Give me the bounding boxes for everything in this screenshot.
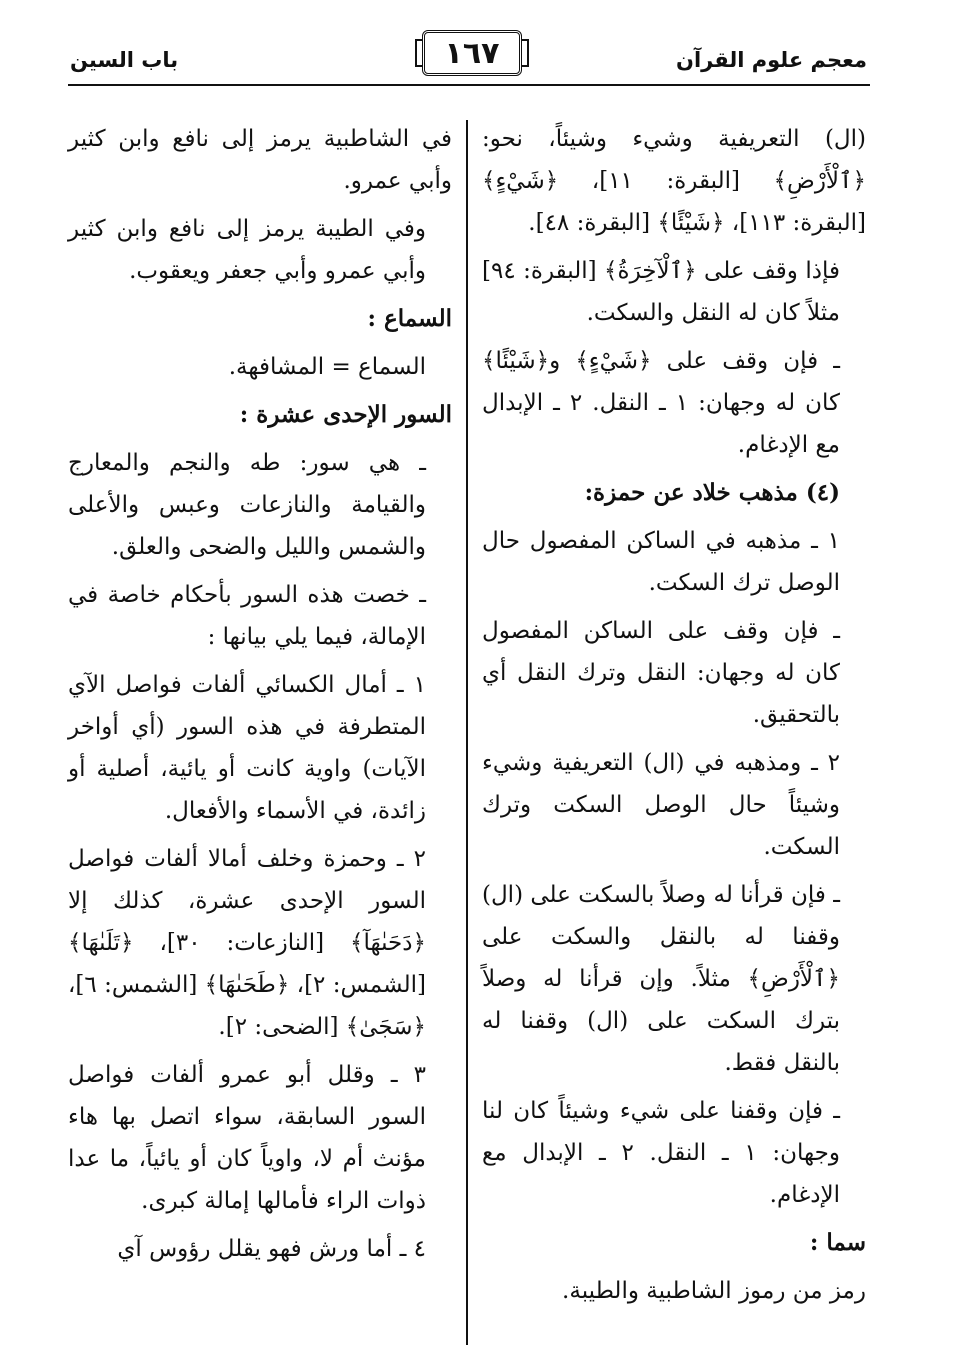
entry-heading: السور الإحدى عشرة :: [239, 401, 452, 428]
page-header: [0, 0, 957, 110]
paragraph: (ال) التعريفية وشيء وشيئاً، نحو: ﴿ٱلْأَرْضِ﴾ [البقرة: ١١]، ﴿شَيْءٍ﴾ [البقرة: ١١٣]، ﴿شَيْئًا﴾ [البقرة: ٤٨].: [482, 126, 866, 236]
paragraph: ٣ ـ وقلل أبو عمرو ألفات فواصل السور السابقة، سواء اتصل بها هاء مؤنث أم لا، واوياً كان أو يائياً، ما عدا ذوات الراء فأمالها إمالة كبرى.: [68, 1062, 426, 1214]
paragraph: ٤ ـ أما ورش فهو يقلل رؤوس آي: [117, 1236, 426, 1262]
paragraph: في الشاطبية يرمز إلى نافع وابن كثير وأبي عمرو.: [68, 126, 452, 194]
paragraph: رمز من رموز الشاطبية والطيبة.: [562, 1278, 866, 1304]
page-number: ١٦٧: [444, 35, 500, 71]
paragraph: ـ فإن وقف على ﴿شَيْءٍ﴾ و﴿شَيْئًا﴾ كان له وجهان: ١ ـ النقل. ٢ ـ الإبدال مع الإدغام.: [482, 348, 840, 458]
paragraph: ٢ ـ وحمزة وخلف أمالا ألفات فواصل السور الإحدى عشرة، كذلك إلا ﴿دَحَىٰهَآ﴾ [النازعات: ٣٠]، ﴿تَلَىٰهَا﴾ [الشمس: ٢]، ﴿طَحَىٰهَا﴾ [الشمس: ٦]، ﴿سَجَىٰ﴾ [الضحى: ٢].: [68, 846, 426, 1040]
paragraph: السماع = المشافهة.: [228, 354, 426, 380]
paragraph: ١ ـ أمال الكسائي ألفات فواصل الآي المتطرفة في هذه السور (أي أواخر الآيات) واوية كانت أو يائية، أصلية أو زائدة، في الأسماء والأفعال.: [68, 672, 426, 824]
paragraph: فإذا وقف على ﴿ٱلْآخِرَةُ﴾ [البقرة: ٩٤] مثلاً كان له النقل والسكت.: [482, 258, 840, 326]
paragraph: ـ خصت هذه السور بأحكام خاصة في الإمالة، فيما يلي بيانها :: [68, 582, 426, 650]
chapter-title: باب السين: [70, 48, 179, 72]
paragraph: ـ فإن وقف على الساكن المفصول كان له وجهان: النقل وترك النقل أي بالتحقيق.: [482, 618, 840, 728]
paragraph: ١ ـ مذهبه في الساكن المفصول حال الوصل ترك السكت.: [482, 528, 840, 596]
entry-heading: سما :: [809, 1229, 866, 1256]
right-column: [482, 118, 866, 1318]
paragraph: ـ هي سور: طه والنجم والمعارج والقيامة والنازعات وعبس والأعلى والشمس والليل والضحى والعلق.: [68, 450, 426, 560]
paragraph: ٢ ـ ومذهبه في (ال) التعريفية وشيء وشيئاً حال الوصل السكت وترك السكت.: [482, 750, 840, 860]
section-heading: (٤) مذهب خلاد عن حمزة:: [584, 479, 840, 506]
page-number-frame: [422, 30, 522, 76]
paragraph: وفي الطيبة يرمز إلى نافع وابن كثير وأبي عمرو وأبي جعفر ويعقوب.: [68, 216, 426, 284]
header-rule: [68, 84, 870, 86]
paragraph: ـ فإن قرأنا له وصلاً بالسكت على (ال) وقفنا له بالنقل والسكت على ﴿ٱلْأَرْضِ﴾ مثلاً. وإن قرأنا له وصلاً بترك السكت على (ال) وقفنا له بالنقل فقط.: [482, 882, 840, 1076]
column-divider: [466, 120, 468, 1345]
left-column: [68, 118, 452, 1276]
paragraph: ـ فإن وقفنا على شيء وشيئاً كان لنا وجهان: ١ ـ النقل. ٢ ـ الإبدال مع الإدغام.: [482, 1098, 840, 1208]
book-title: معجم علوم القرآن: [676, 48, 867, 72]
entry-heading: السماع :: [367, 305, 452, 332]
